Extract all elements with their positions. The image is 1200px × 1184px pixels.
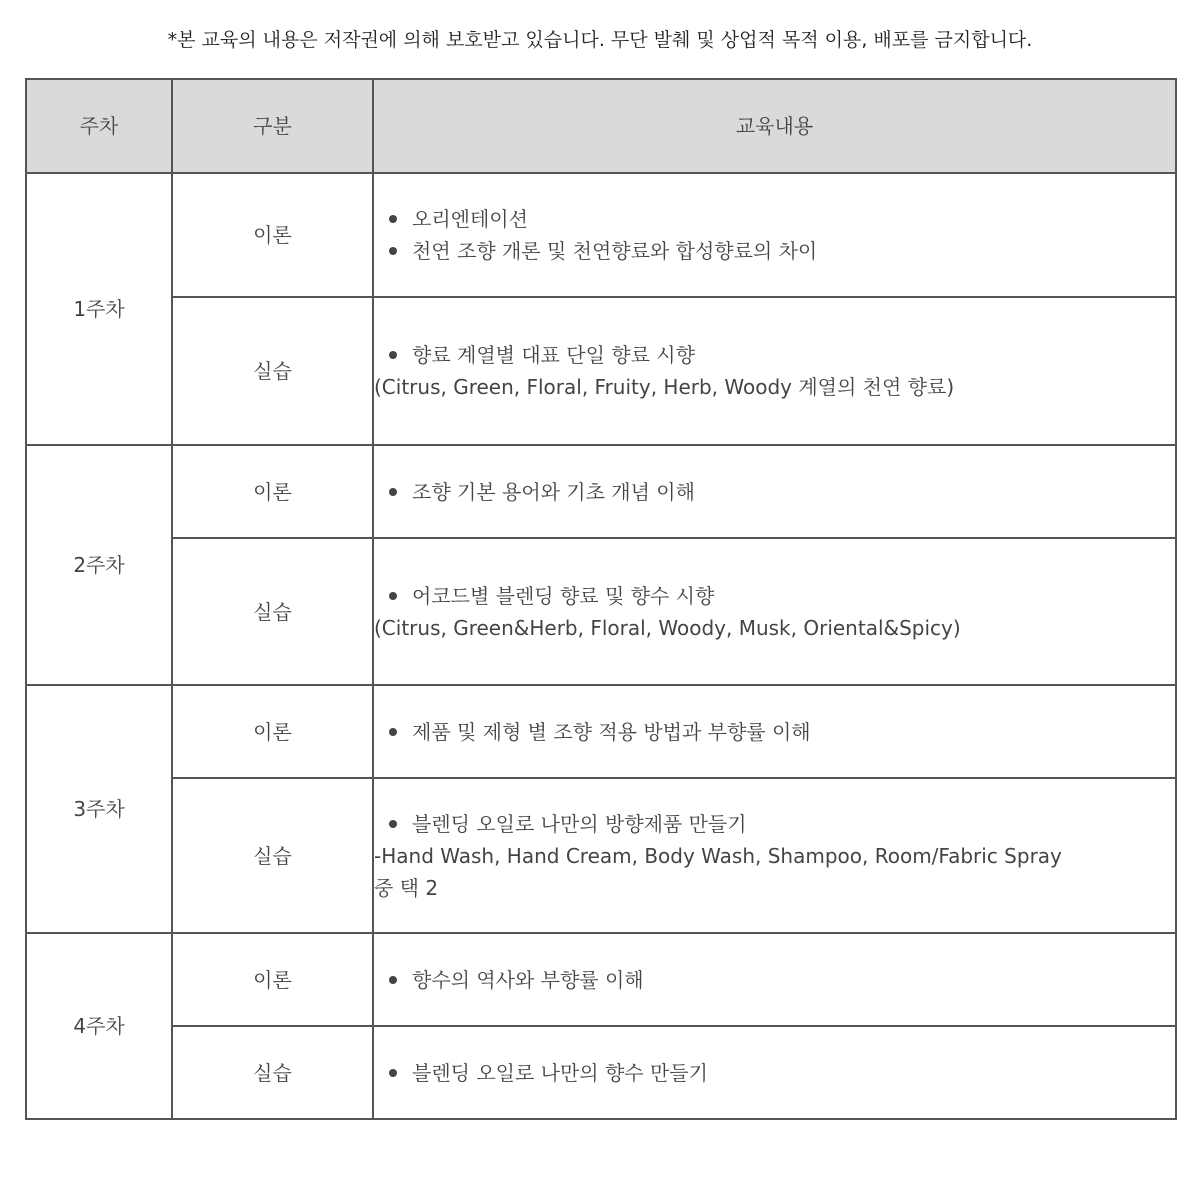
bullet-item: 천연 조향 개론 및 천연향료와 합성향료의 차이 bbox=[374, 235, 1175, 267]
type-cell: 실습 bbox=[172, 297, 373, 445]
content-cell bbox=[373, 778, 1176, 933]
bullet-list bbox=[374, 964, 1175, 996]
table-row bbox=[26, 173, 1176, 297]
type-cell: 이론 bbox=[172, 173, 373, 297]
bullet-item: 블렌딩 오일로 나만의 향수 만들기 bbox=[374, 1057, 1175, 1089]
content-note: -Hand Wash, Hand Cream, Body Wash, Shampoo, Room/Fabric Spray bbox=[374, 843, 1062, 868]
type-cell: 이론 bbox=[172, 685, 373, 778]
table-row bbox=[26, 1026, 1176, 1119]
bullet-list bbox=[374, 203, 1175, 267]
bullet-list bbox=[374, 339, 1175, 371]
content-cell bbox=[373, 445, 1176, 538]
content-cell bbox=[373, 297, 1176, 445]
bullet-item: 오리엔테이션 bbox=[374, 203, 1175, 235]
header-week: 주차 bbox=[26, 79, 172, 173]
type-cell: 이론 bbox=[172, 933, 373, 1026]
header-type: 구분 bbox=[172, 79, 373, 173]
header-row bbox=[26, 79, 1176, 173]
type-cell: 이론 bbox=[172, 445, 373, 538]
content-note: (Citrus, Green, Floral, Fruity, Herb, Woody 계열의 천연 향료) bbox=[374, 375, 955, 399]
bullet-item: 조향 기본 용어와 기초 개념 이해 bbox=[374, 476, 1175, 508]
table-row bbox=[26, 933, 1176, 1026]
week-cell: 2주차 bbox=[26, 445, 172, 685]
copyright-notice: *본 교육의 내용은 저작권에 의해 보호받고 있습니다. 무단 발췌 및 상업적 목적 이용, 배포를 금지합니다. bbox=[167, 29, 1033, 51]
table-row bbox=[26, 445, 1176, 538]
bullet-list bbox=[374, 808, 1175, 840]
type-cell: 실습 bbox=[172, 538, 373, 685]
content-cell bbox=[373, 685, 1176, 778]
type-cell: 실습 bbox=[172, 1026, 373, 1119]
bullet-list bbox=[374, 716, 1175, 748]
content-cell bbox=[373, 538, 1176, 685]
bullet-item: 향수의 역사와 부향률 이해 bbox=[374, 964, 1175, 996]
table-row bbox=[26, 778, 1176, 933]
bullet-item: 제품 및 제형 별 조향 적용 방법과 부향률 이해 bbox=[374, 716, 1175, 748]
bullet-list bbox=[374, 580, 1175, 612]
content-cell bbox=[373, 173, 1176, 297]
week-cell: 4주차 bbox=[26, 933, 172, 1119]
header-content: 교육내용 bbox=[373, 79, 1176, 173]
week-cell: 3주차 bbox=[26, 685, 172, 933]
table-row bbox=[26, 538, 1176, 685]
bullet-item: 향료 계열별 대표 단일 향료 시향 bbox=[374, 339, 1175, 371]
bullet-item: 어코드별 블렌딩 향료 및 향수 시향 bbox=[374, 580, 1175, 612]
bullet-list bbox=[374, 476, 1175, 508]
bullet-list bbox=[374, 1057, 1175, 1089]
type-cell: 실습 bbox=[172, 778, 373, 933]
week-cell: 1주차 bbox=[26, 173, 172, 445]
table-row bbox=[26, 297, 1176, 445]
table-row bbox=[26, 685, 1176, 778]
content-note: (Citrus, Green&Herb, Floral, Woody, Musk, Oriental&Spicy) bbox=[374, 615, 961, 640]
bullet-item: 블렌딩 오일로 나만의 방향제품 만들기 bbox=[374, 808, 1175, 840]
content-note: 중 택 2 bbox=[374, 875, 439, 900]
content-cell bbox=[373, 933, 1176, 1026]
curriculum-table bbox=[25, 78, 1177, 1120]
content-cell bbox=[373, 1026, 1176, 1119]
